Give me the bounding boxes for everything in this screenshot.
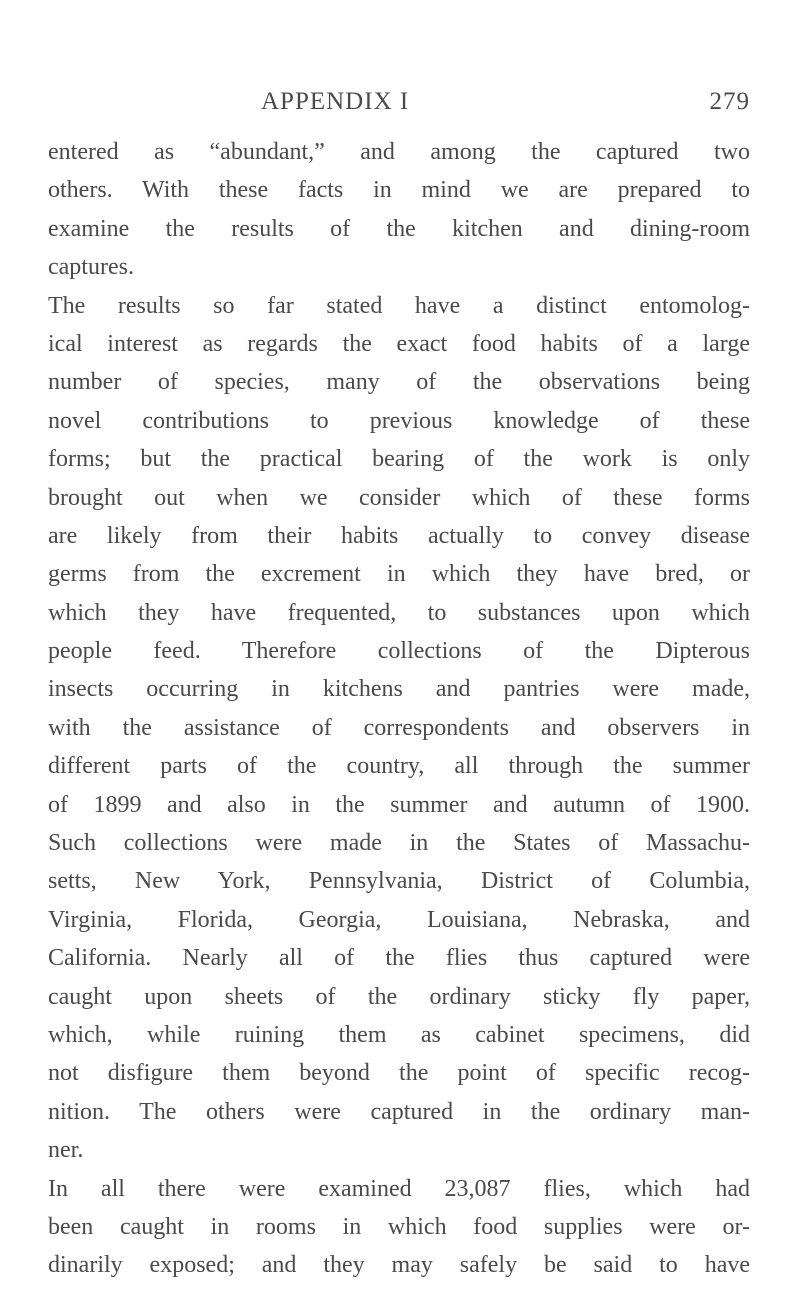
text-line: nition. The others were captured in the ordinary man- [48,1098,750,1125]
text-line: different parts of the country, all through the summer [48,753,750,780]
running-head-title: APPENDIX I [261,88,410,115]
text-line: entered as “abundant,” and among the captured two [48,139,750,165]
text-line: ical interest as regards the exact food habits of a large [48,330,750,357]
page-number: 279 [709,88,750,115]
text-line: with the assistance of correspondents and observers in [48,714,750,741]
text-line: dinarily exposed; and they may safely be said to have [48,1252,750,1279]
text-line: brought out when we consider which of these forms [48,484,750,511]
text-line: which, while ruining them as cabinet specimens, did [48,1021,750,1048]
running-head [48,88,750,124]
text-line: which they have frequented, to substances upon which [48,599,750,626]
text-line: not disfigure them beyond the point of specific recog- [48,1060,750,1087]
text-line: of 1899 and also in the summer and autumn of 1900. [48,791,750,818]
text-line: Such collections were made in the States of Massachu- [48,830,750,857]
text-line: California. Nearly all of the flies thus captured were [48,945,750,972]
text-line: The results so far stated have a distinct entomolog- [48,292,750,319]
body-text [48,133,750,1285]
text-line: forms; but the practical bearing of the work is only [48,446,750,473]
text-line: people feed. Therefore collections of the Dipterous [48,638,750,665]
text-line: novel contributions to previous knowledge of these [48,407,750,434]
text-line: are likely from their habits actually to convey disease [48,522,750,549]
text-line: others. With these facts in mind we are prepared to [48,177,750,204]
text-line: germs from the excrement in which they have bred, or [48,561,750,588]
text-line: caught upon sheets of the ordinary sticky fly paper, [48,983,750,1010]
text-line: ner. [48,1137,84,1164]
text-line: number of species, many of the observations being [48,369,750,396]
text-line: setts, New York, Pennsylvania, District of Columbia, [48,868,750,895]
text-line: insects occurring in kitchens and pantries were made, [48,676,750,703]
text-line: Virginia, Florida, Georgia, Louisiana, Nebraska, and [48,906,750,933]
text-line: examine the results of the kitchen and dining-room [48,215,750,242]
text-line: captures. [48,254,134,281]
text-line: been caught in rooms in which food supplies were or- [48,1213,750,1240]
text-line: In all there were examined 23,087 flies, which had [48,1175,750,1202]
